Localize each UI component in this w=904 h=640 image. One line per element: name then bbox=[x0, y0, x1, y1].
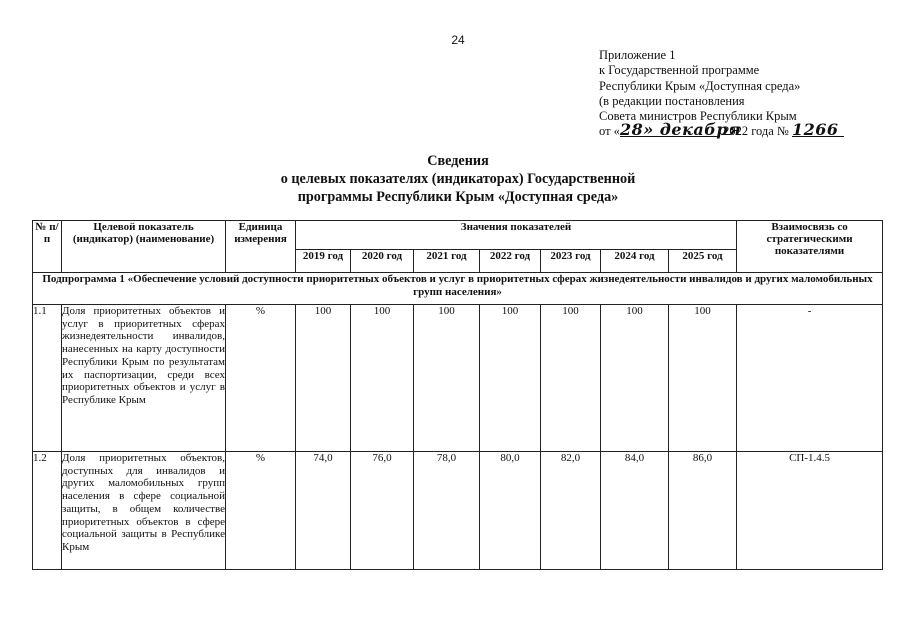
header-year: 2019 год bbox=[296, 250, 351, 273]
header-indicator: Целевой показатель (индикатор) (наименование) bbox=[62, 221, 226, 273]
subprogram-title: Подпрограмма 1 «Обеспечение условий доступности приоритетных объектов и услуг в приоритетных сферах жизнедеятельности инвалидов и других маломобильных групп населения» bbox=[33, 273, 883, 305]
table-row bbox=[33, 305, 883, 452]
title-line-3: программы Республики Крым «Доступная среда» bbox=[297, 189, 619, 205]
row-number: 1.2 bbox=[33, 452, 62, 570]
value-cell: 100 bbox=[541, 305, 601, 452]
handwritten-date bbox=[619, 120, 742, 140]
header-num: № п/п bbox=[33, 221, 62, 273]
indicator-name: Доля приоритетных объектов и услуг в приоритетных сферах жизнедеятельности инвалидов, нанесенных на карту доступности Республики Крым по результатам их паспортизации, среди всех приоритетных объектов и услуг в Республике Крым bbox=[62, 305, 226, 452]
appendix-line: (в редакции постановления bbox=[599, 93, 745, 108]
appendix-line: Совета министров Республики Крым bbox=[599, 109, 797, 124]
table-row bbox=[33, 452, 883, 570]
value-cell: 100 bbox=[480, 305, 541, 452]
value-cell: 100 bbox=[296, 305, 351, 452]
header-year: 2021 год bbox=[414, 250, 480, 273]
appendix-line: Приложение 1 bbox=[599, 48, 676, 62]
header-year: 2024 год bbox=[601, 250, 669, 273]
value-cell: 100 bbox=[601, 305, 669, 452]
header-relation: Взаимосвязь со стратегическими показателями bbox=[737, 221, 883, 273]
date-quote: » bbox=[643, 120, 654, 140]
appendix-block bbox=[599, 48, 899, 140]
value-cell: 82,0 bbox=[541, 452, 601, 570]
appendix-line: Республики Крым «Доступная среда» bbox=[599, 78, 801, 93]
value-cell: 100 bbox=[351, 305, 414, 452]
indicators-table bbox=[32, 220, 883, 570]
header-values: Значения показателей bbox=[296, 221, 737, 250]
value-cell: 76,0 bbox=[351, 452, 414, 570]
title-line-1: Сведения bbox=[427, 153, 489, 169]
value-cell: 100 bbox=[414, 305, 480, 452]
relation-cell: - bbox=[737, 305, 883, 452]
indicator-name: Доля приоритетных объектов, доступных для инвалидов и других маломобильных групп населения в сфере социальной защиты, в общем количестве приоритетных объектов в сфере социальной защиты в Республике Крым bbox=[62, 452, 226, 570]
page-number: 24 bbox=[451, 33, 465, 47]
title-line-2: о целевых показателях (индикаторах) Государственной bbox=[280, 171, 636, 187]
value-cell: 78,0 bbox=[414, 452, 480, 570]
date-day: 28 bbox=[619, 120, 644, 140]
date-year: 2022 года № bbox=[723, 124, 789, 139]
document-title bbox=[0, 152, 904, 206]
header-year: 2022 год bbox=[480, 250, 541, 273]
unit-cell: % bbox=[226, 305, 296, 452]
value-cell: 100 bbox=[669, 305, 737, 452]
value-cell: 74,0 bbox=[296, 452, 351, 570]
subprogram-row bbox=[33, 273, 883, 305]
value-cell: 84,0 bbox=[601, 452, 669, 570]
appendix-line: к Государственной программе bbox=[599, 63, 760, 78]
header-year: 2023 год bbox=[541, 250, 601, 273]
row-number: 1.1 bbox=[33, 305, 62, 452]
value-cell: 80,0 bbox=[480, 452, 541, 570]
header-unit: Единица измерения bbox=[226, 221, 296, 273]
header-row bbox=[33, 221, 883, 250]
date-month: декабря bbox=[659, 120, 742, 140]
appendix-date-line bbox=[599, 120, 899, 140]
handwritten-doc-number: 1266 bbox=[792, 124, 844, 137]
header-year: 2020 год bbox=[351, 250, 414, 273]
relation-cell: СП-1.4.5 bbox=[737, 452, 883, 570]
date-prefix: от « bbox=[599, 124, 620, 139]
header-year: 2025 год bbox=[669, 250, 737, 273]
unit-cell: % bbox=[226, 452, 296, 570]
value-cell: 86,0 bbox=[669, 452, 737, 570]
